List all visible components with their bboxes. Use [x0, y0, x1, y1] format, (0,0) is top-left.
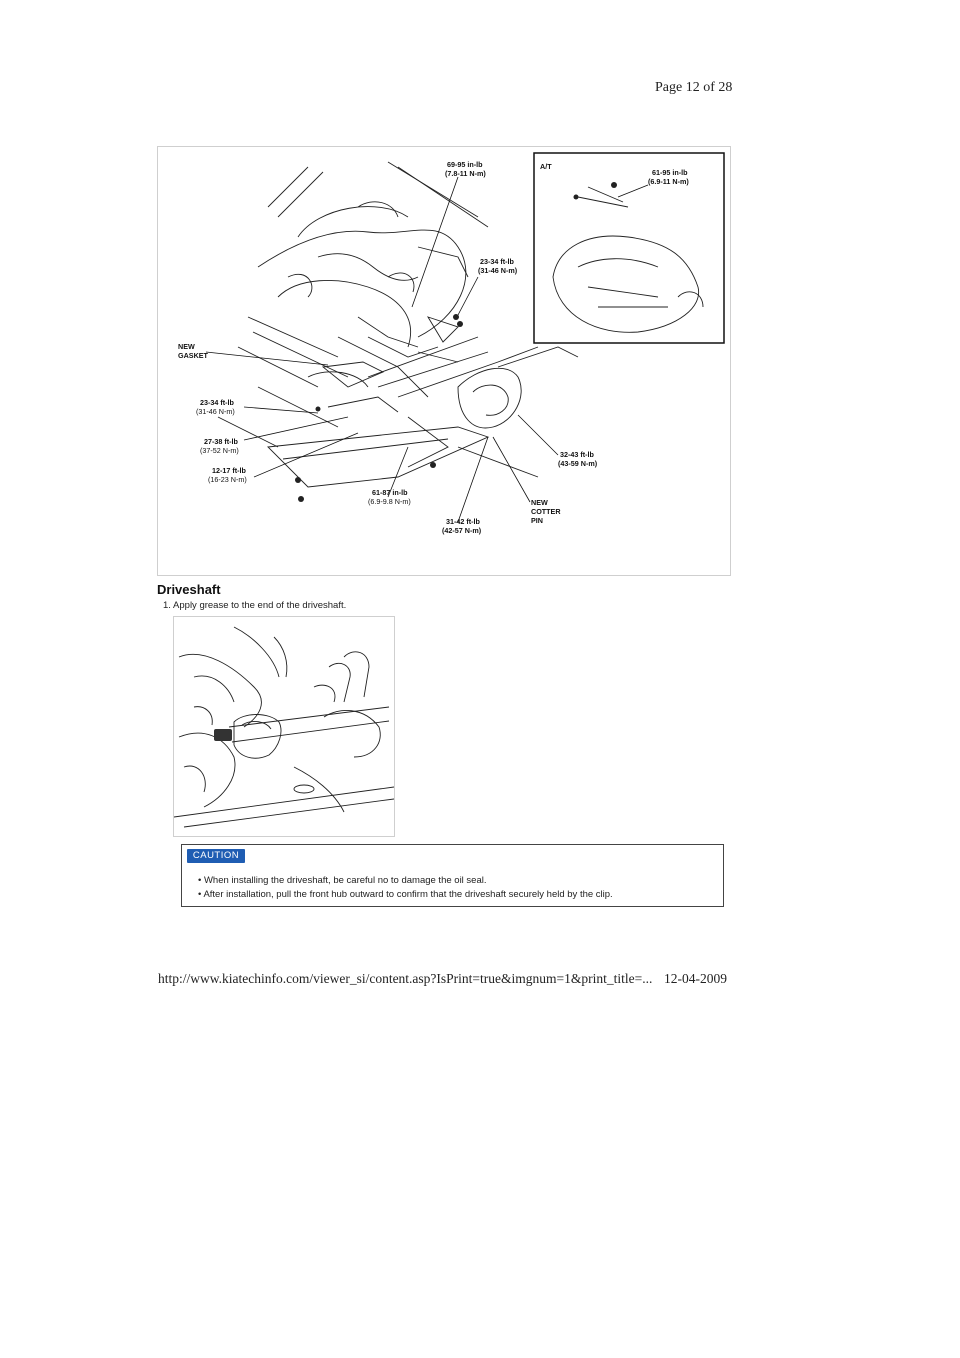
- footer-url: http://www.kiatechinfo.com/viewer_si/content.asp?IsPrint=true&imgnum=1&print_title=...: [158, 971, 653, 986]
- driveshaft-grease-illustration: [173, 616, 395, 837]
- caution-box: [181, 844, 724, 907]
- callout-7-line2: (6.9-9.8 N-m): [368, 497, 411, 506]
- page-number: Page 12 of 28: [655, 80, 733, 95]
- callout-5-line2: (37-52 N-m): [200, 446, 239, 455]
- caution-item: • When installing the driveshaft, be careful no to damage the oil seal.: [198, 875, 487, 886]
- callout-8-line1: 31-42 ft-lb: [446, 517, 480, 526]
- callout-5-line1: 27-38 ft-lb: [204, 437, 238, 446]
- callout-9-line1: NEW: [531, 498, 548, 507]
- inset-title: A/T: [540, 162, 552, 171]
- section-title: Driveshaft: [157, 582, 221, 597]
- callout-3-line1: NEW: [178, 342, 195, 351]
- caution-item: • After installation, pull the front hub outward to confirm that the driveshaft securely held by the clip.: [198, 889, 613, 900]
- callout-2-line1: 23-34 ft-lb: [480, 257, 514, 266]
- callout-7-line1: 61-87 in-lb: [372, 488, 408, 497]
- callout-8-line2: (42-57 N-m): [442, 526, 482, 535]
- callout-10-line1: 32-43 ft-lb: [560, 450, 594, 459]
- callout-4-line2: (31-46 N-m): [196, 407, 235, 416]
- inset-callout-line1: 61-95 in-lb: [652, 168, 688, 177]
- callout-6-line2: (16-23 N-m): [208, 475, 247, 484]
- callout-10-line2: (43-59 N-m): [558, 459, 598, 468]
- driveshaft-torque-diagram: [157, 146, 731, 576]
- callout-1-line1: 69-95 in-lb: [447, 160, 483, 169]
- step-1-text: 1. Apply grease to the end of the driveshaft.: [163, 600, 347, 611]
- callout-4-line1: 23-34 ft-lb: [200, 398, 234, 407]
- callout-9-line3: PIN: [531, 516, 543, 525]
- footer-date: 12-04-2009: [664, 971, 727, 986]
- inset-frame: [534, 153, 724, 343]
- caution-badge: CAUTION: [187, 849, 245, 863]
- callout-1-line2: (7.8-11 N-m): [445, 169, 486, 178]
- callout-3-line2: GASKET: [178, 351, 208, 360]
- callout-6-line1: 12-17 ft-lb: [212, 466, 246, 475]
- callout-2-line2: (31-46 N-m): [478, 266, 518, 275]
- callout-9-line2: COTTER: [531, 507, 561, 516]
- inset-callout-line2: (6.9-11 N-m): [648, 177, 689, 186]
